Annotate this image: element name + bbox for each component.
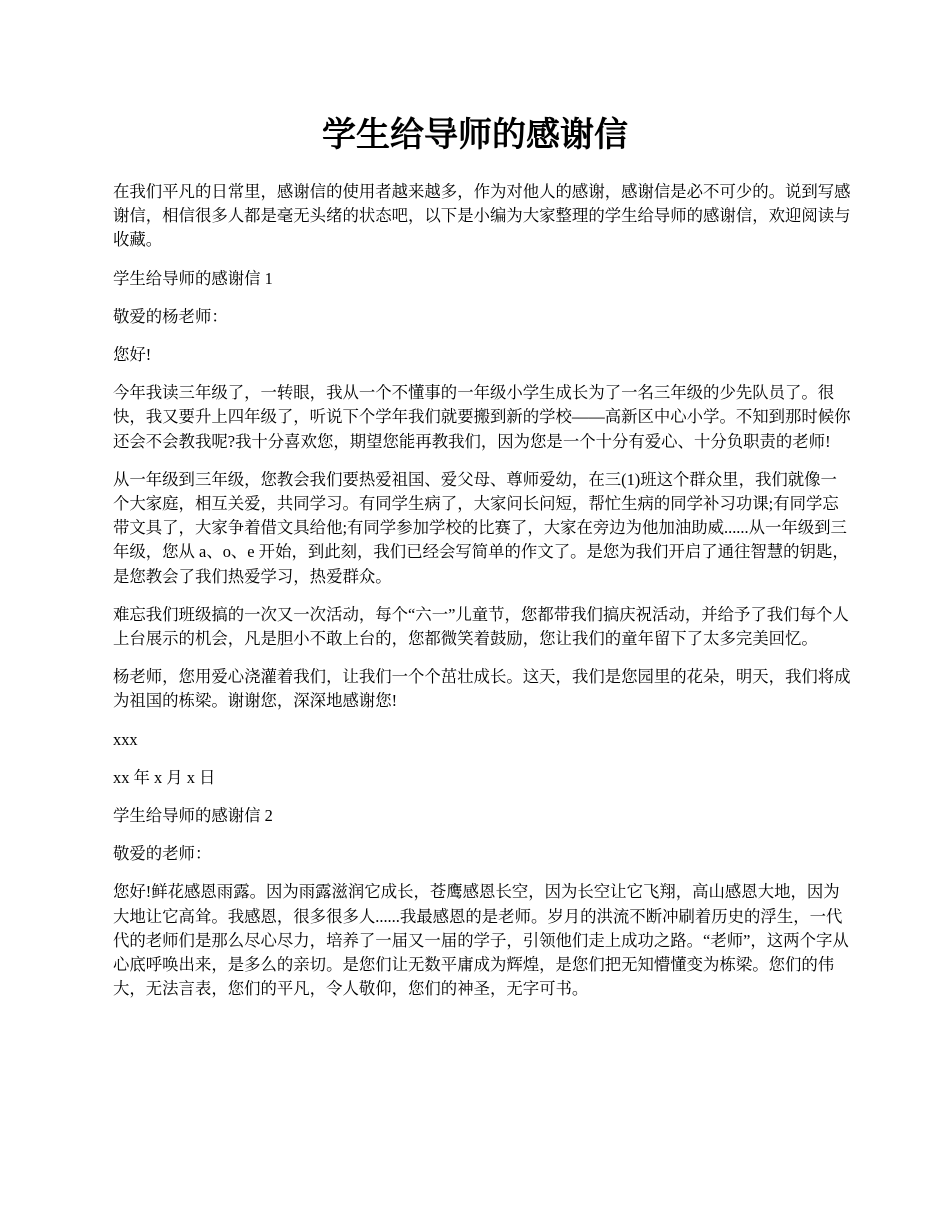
letter-1-signature: xxx: [113, 729, 138, 749]
document-body: [113, 180, 853, 1015]
intro-paragraph: 在我们平凡的日常里，感谢信的使用者越来越多，作为对他人的感谢，感谢信是必不可少的。说到写感谢信，相信很多人都是毫无头绪的状态吧，以下是小编为大家整理的学生给导师的感谢信，欢迎阅读与收藏。: [113, 182, 851, 250]
letter-1-paragraph: 难忘我们班级搞的一次又一次活动，每个“六一”儿童节，您都带我们搞庆祝活动，并给予了我们每个人上台展示的机会，凡是胆小不敢上台的，您都微笑着鼓励，您让我们的童年留下了太多完美回忆。: [113, 604, 849, 649]
letter-1-date: xx 年 x 月 x 日: [113, 767, 216, 787]
letter-1-salutation: 敬爱的杨老师：: [113, 306, 228, 326]
letter-2-salutation: 敬爱的老师：: [113, 844, 212, 864]
letter-1-paragraph: 杨老师，您用爱心浇灌着我们，让我们一个个茁壮成长。这天，我们是您园里的花朵，明天，我们将成为祖国的栋梁。谢谢您，深深地感谢您!: [113, 667, 851, 711]
letter-1-paragraph: 今年我读三年级了，一转眼，我从一个不懂事的一年级小学生成长为了一名三年级的少先队员了。很快，我又要升上四年级了，听说下个学年我们就要搬到新的学校——高新区中心小学。不知到那时候你还会不会教我呢?我十分喜欢您，期望您能再教我们，因为您是一个十分有爱心、十分负职责的老师!: [113, 383, 851, 451]
letter-1-heading: 学生给导师的感谢信 1: [113, 268, 273, 288]
document-title: 学生给导师的感谢信: [322, 115, 628, 155]
letter-2-heading: 学生给导师的感谢信 2: [113, 806, 273, 826]
letter-1-paragraph: 从一年级到三年级，您教会我们要热爱祖国、爱父母、尊师爱幼，在三(1)班这个群众里，我们就像一个大家庭，相互关爱，共同学习。有同学生病了，大家问长问短，帮忙生病的同学补习功课;有同学忘带文具了，大家争着借文具给他;有同学参加学校的比赛了，大家在旁边为他加油助威......从一年级到三年级，您从 a、o、e 开始，到此刻，我们已经会写简单的作文了。是您为我们开启了通往智慧的钥匙，是您教会了我们热爱学习，热爱群众。: [113, 469, 849, 586]
letter-1-greeting: 您好!: [113, 345, 152, 365]
letter-2-paragraph: 您好!鲜花感恩雨露。因为雨露滋润它成长，苍鹰感恩长空，因为长空让它飞翔，高山感恩大地，因为大地让它高耸。我感恩，很多很多人......我最感恩的是老师。岁月的洪流不断冲刷着历史的浮生，一代代的老师们是那么尽心尽力，培养了一届又一届的学子，引领他们走上成功之路。“老师”，这两个字从心底呼唤出来，是多么的亲切。是您们让无数平庸成为辉煌，是您们把无知懵懂变为栋梁。您们的伟大，无法言表，您们的平凡，令人敬仰，您们的神圣，无字可书。: [113, 882, 849, 999]
